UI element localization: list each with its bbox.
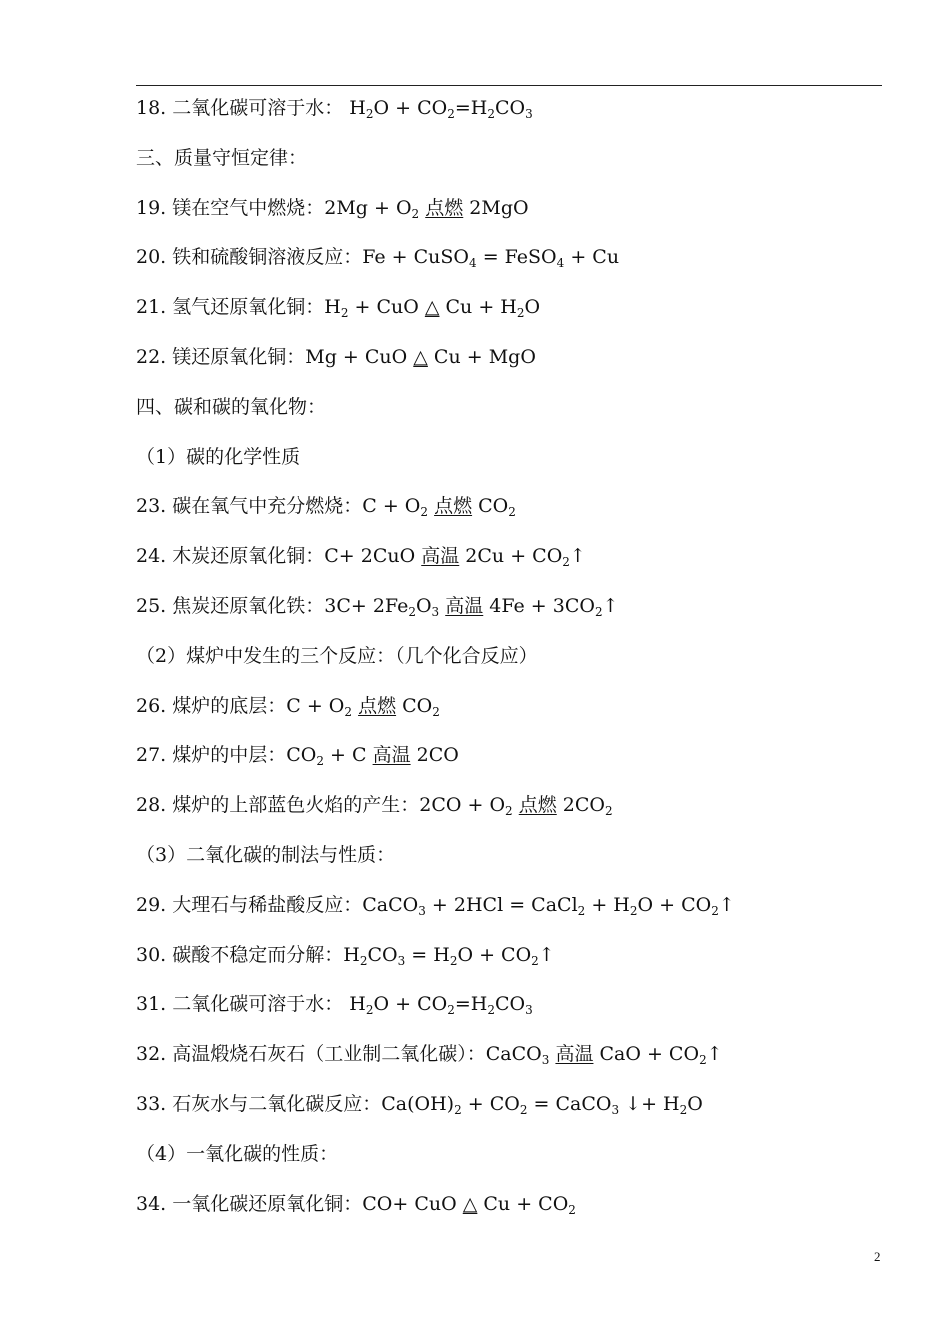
text-segment: O bbox=[415, 595, 432, 617]
text-line bbox=[136, 445, 300, 469]
text-segment: ↑ bbox=[538, 943, 555, 966]
subscript: 4 bbox=[556, 256, 565, 271]
text-line bbox=[136, 544, 586, 568]
reaction-condition: 点燃 bbox=[518, 794, 557, 817]
subscript: 3 bbox=[525, 1003, 533, 1018]
subscript: 2 bbox=[344, 704, 353, 719]
subscript: 2 bbox=[531, 953, 539, 968]
text-segment: 4Fe + 3CO bbox=[483, 595, 595, 617]
subscript: 2 bbox=[487, 107, 495, 121]
subscript: 2 bbox=[605, 804, 613, 819]
reaction-condition: 点燃 bbox=[425, 196, 464, 219]
subscript: 2 bbox=[679, 1103, 688, 1117]
text-segment: + C bbox=[324, 744, 373, 767]
text-segment: ↓+ H bbox=[619, 1093, 680, 1115]
text-segment: 2CO bbox=[410, 744, 459, 767]
text-line bbox=[136, 793, 613, 817]
text-segment: O bbox=[687, 1093, 703, 1115]
reaction-condition: △ bbox=[462, 1192, 478, 1215]
text-line bbox=[136, 1142, 338, 1166]
subscript: 2 bbox=[447, 107, 455, 121]
subscript: 2 bbox=[577, 903, 586, 918]
subscript: 3 bbox=[431, 605, 440, 619]
reaction-condition: 点燃 bbox=[358, 694, 397, 717]
text-segment: （3）二氧化碳的制法与性质： bbox=[136, 844, 396, 866]
text-line bbox=[136, 96, 533, 120]
text-segment: O + CO bbox=[373, 97, 448, 119]
text-segment: 23. 碳在氧气中充分燃烧：C + O bbox=[136, 495, 421, 518]
text-segment: CO bbox=[472, 495, 509, 518]
subscript: 4 bbox=[469, 256, 477, 271]
subscript: 2 bbox=[316, 754, 325, 769]
subscript: 2 bbox=[432, 704, 440, 719]
text-line bbox=[136, 1092, 703, 1116]
text-segment: + H bbox=[585, 893, 630, 916]
subscript: 2 bbox=[516, 306, 525, 321]
subscript: 3 bbox=[541, 1053, 550, 1068]
text-segment: 31. 二氧化碳可溶于水： H bbox=[136, 993, 366, 1016]
subscript: 2 bbox=[699, 1053, 707, 1068]
text-segment: 三、质量守恒定律： bbox=[136, 146, 308, 169]
subscript: 2 bbox=[562, 555, 570, 570]
text-segment: O + CO bbox=[457, 943, 532, 966]
subscript: 2 bbox=[487, 1003, 495, 1018]
text-line bbox=[136, 395, 326, 419]
text-segment: CO bbox=[396, 694, 433, 717]
text-segment: ↑ bbox=[602, 595, 619, 617]
text-segment: 34. 一氧化碳还原氧化铜：CO+ CuO bbox=[136, 1192, 463, 1215]
text-segment: O + CO bbox=[373, 993, 448, 1016]
subscript: 3 bbox=[611, 1103, 620, 1117]
text-segment: ↑ bbox=[706, 1043, 723, 1066]
subscript: 2 bbox=[340, 306, 349, 321]
text-segment: =H bbox=[454, 97, 488, 119]
text-segment: CO bbox=[495, 993, 526, 1016]
subscript: 2 bbox=[449, 953, 458, 968]
text-line bbox=[136, 196, 529, 220]
text-segment: 32. 高温煅烧石灰石（工业制二氧化碳）：CaCO bbox=[136, 1043, 542, 1066]
page-number: 2 bbox=[874, 1249, 881, 1264]
text-segment: = FeSO bbox=[476, 246, 557, 269]
subscript: 2 bbox=[365, 1003, 374, 1018]
subscript: 2 bbox=[568, 1202, 576, 1217]
reaction-condition: 高温 bbox=[372, 744, 411, 767]
text-segment: Cu + CO bbox=[477, 1192, 569, 1215]
text-line bbox=[136, 743, 459, 767]
text-line bbox=[136, 1192, 576, 1216]
text-segment: 28. 煤炉的上部蓝色火焰的产生：2CO + O bbox=[136, 794, 506, 817]
text-segment: ↑ bbox=[718, 893, 735, 916]
text-segment: + 2HCl = CaCl bbox=[425, 893, 578, 916]
text-line bbox=[136, 992, 533, 1016]
text-segment: O bbox=[524, 296, 541, 319]
subscript: 2 bbox=[594, 605, 603, 619]
reaction-condition: 高温 bbox=[555, 1043, 594, 1066]
text-segment: + Cu bbox=[564, 246, 620, 269]
subscript: 2 bbox=[505, 804, 513, 819]
text-segment: ↑ bbox=[569, 545, 586, 568]
text-segment: 2CO bbox=[556, 794, 605, 817]
subscript: 2 bbox=[454, 1103, 462, 1117]
text-segment: （2）煤炉中发生的三个反应：（几个化合反应） bbox=[136, 644, 538, 667]
text-segment: + CuO bbox=[348, 296, 425, 319]
reaction-condition: 点燃 bbox=[434, 495, 473, 518]
text-segment: 19. 镁在空气中燃烧：2Mg + O bbox=[136, 196, 412, 219]
text-segment: CaO + CO bbox=[593, 1043, 700, 1066]
reaction-condition: 高温 bbox=[421, 545, 460, 568]
subscript: 3 bbox=[418, 903, 426, 918]
subscript: 2 bbox=[420, 505, 429, 520]
text-segment: 33. 石灰水与二氧化碳反应：Ca(OH) bbox=[136, 1093, 455, 1115]
text-segment: 四、碳和碳的氧化物： bbox=[136, 395, 327, 418]
text-segment: 18. 二氧化碳可溶于水： H bbox=[136, 97, 366, 119]
text-segment: （1）碳的化学性质 bbox=[136, 445, 301, 468]
text-segment: 2MgO bbox=[463, 196, 529, 219]
text-segment: CO bbox=[495, 97, 526, 119]
subscript: 2 bbox=[408, 605, 416, 619]
subscript: 2 bbox=[629, 903, 638, 918]
reaction-condition: △ bbox=[424, 296, 440, 319]
text-segment: + CO bbox=[461, 1093, 520, 1115]
reaction-condition: △ bbox=[413, 346, 428, 368]
text-line bbox=[136, 146, 307, 170]
text-line bbox=[136, 594, 619, 618]
subscript: 2 bbox=[365, 107, 374, 121]
text-segment: 22. 镁还原氧化铜：Mg + CuO bbox=[136, 346, 414, 368]
text-line bbox=[136, 1042, 723, 1066]
subscript: 2 bbox=[411, 206, 420, 221]
text-segment: = CaCO bbox=[527, 1093, 612, 1115]
text-segment: Cu + MgO bbox=[427, 346, 536, 368]
text-segment: O + CO bbox=[637, 893, 712, 916]
text-segment: 25. 焦炭还原氧化铁：3C+ 2Fe bbox=[136, 595, 409, 617]
text-segment: 21. 氢气还原氧化铜：H bbox=[136, 296, 341, 319]
text-line bbox=[136, 345, 536, 369]
text-segment: Cu + H bbox=[439, 296, 517, 319]
text-line bbox=[136, 943, 555, 967]
text-segment: 20. 铁和硫酸铜溶液反应：Fe + CuSO bbox=[136, 246, 470, 269]
text-segment: 26. 煤炉的底层：C + O bbox=[136, 694, 345, 717]
text-segment: = H bbox=[405, 943, 450, 966]
subscript: 2 bbox=[447, 1003, 455, 1018]
subscript: 2 bbox=[519, 1103, 528, 1117]
text-line bbox=[136, 494, 516, 518]
text-segment: （4）一氧化碳的性质： bbox=[136, 1142, 339, 1165]
subscript: 3 bbox=[525, 107, 533, 121]
text-line bbox=[136, 644, 538, 668]
reaction-condition: 高温 bbox=[445, 595, 484, 617]
text-line bbox=[136, 694, 440, 718]
text-line bbox=[136, 295, 540, 319]
text-line bbox=[136, 245, 619, 269]
subscript: 3 bbox=[397, 953, 406, 968]
text-line bbox=[136, 893, 735, 917]
text-segment: 27. 煤炉的中层：CO bbox=[136, 744, 317, 767]
subscript: 2 bbox=[508, 505, 516, 520]
text-segment: 24. 木炭还原氧化铜：C+ 2CuO bbox=[136, 545, 422, 568]
text-segment: 2Cu + CO bbox=[459, 545, 563, 568]
text-segment: =H bbox=[454, 993, 488, 1016]
text-segment: 30. 碳酸不稳定而分解：H bbox=[136, 943, 360, 966]
text-segment: 29. 大理石与稀盐酸反应：CaCO bbox=[136, 893, 419, 916]
header-rule bbox=[136, 85, 882, 86]
text-segment: CO bbox=[367, 943, 398, 966]
text-line bbox=[136, 843, 395, 867]
subscript: 2 bbox=[711, 903, 719, 918]
subscript: 2 bbox=[359, 953, 368, 968]
